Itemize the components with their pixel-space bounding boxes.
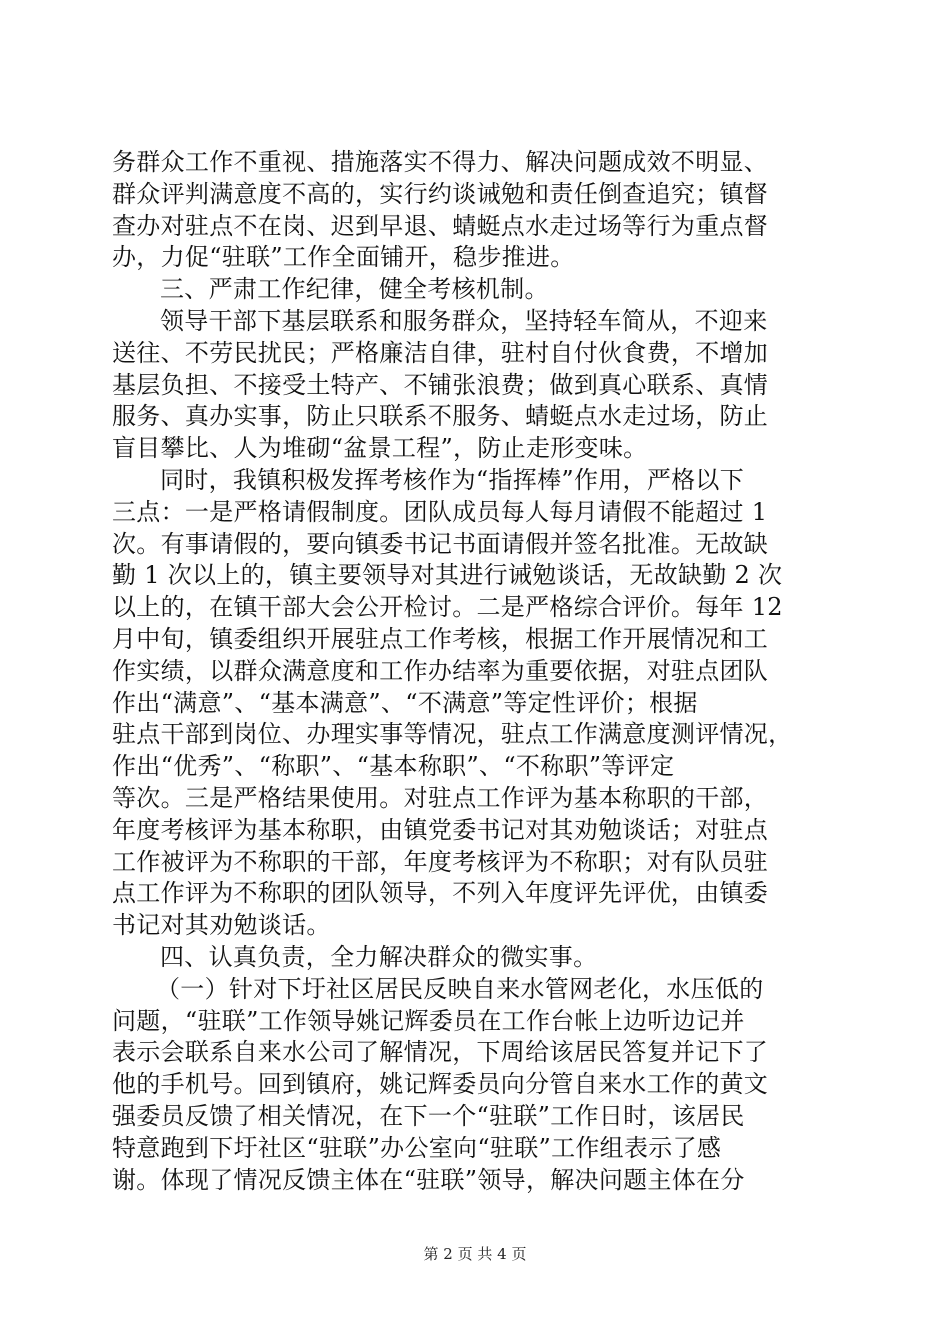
text-line: 作出“优秀”、“称职”、“基本称职”、“不称职”等评定 — [112, 752, 675, 781]
text-line: 问题，“驻联”工作领导姚记辉委员在工作台帐上边听边记并 — [112, 1006, 745, 1035]
text-line: 作实绩，以群众满意度和工作办结率为重要依据，对驻点团队 — [112, 656, 769, 685]
text-line: 送往、不劳民扰民；严格廉洁自律，驻村自付伙食费，不增加 — [112, 338, 769, 367]
section-heading: 三、严肃工作纪律，健全考核机制。 — [160, 275, 549, 304]
text-line: 谢。体现了情况反馈主体在“驻联”领导，解决问题主体在分 — [112, 1165, 745, 1194]
text-line: 月中旬，镇委组织开展驻点工作考核，根据工作开展情况和工 — [112, 624, 769, 653]
page-footer: 第 2 页 共 4 页 — [423, 1245, 527, 1263]
text-line: 特意跑到下圩社区“驻联”办公室向“驻联”工作组表示了感 — [112, 1133, 722, 1162]
text-line: 他的手机号。回到镇府，姚记辉委员向分管自来水工作的黄文 — [112, 1070, 769, 1099]
text-line: 盲目攀比、人为堆砌“盆景工程”，防止走形变味。 — [112, 434, 648, 463]
text-line: 勤 1 次以上的，镇主要领导对其进行诫勉谈话，无故缺勤 2 次 — [112, 561, 783, 590]
text-line: 领导干部下基层联系和服务群众，坚持轻车简从，不迎来 — [160, 306, 768, 335]
text-line: 次。有事请假的，要向镇委书记书面请假并签名批准。无故缺 — [112, 529, 769, 558]
text-line: 年度考核评为基本称职，由镇党委书记对其劝勉谈话；对驻点 — [112, 815, 769, 844]
text-line: 等次。三是严格结果使用。对驻点工作评为基本称职的干部， — [112, 783, 769, 812]
text-line: 服务、真办实事，防止只联系不服务、蜻蜓点水走过场，防止 — [112, 402, 769, 431]
text-line: 办，力促“驻联”工作全面铺开，稳步推进。 — [112, 243, 575, 272]
text-line: 驻点干部到岗位、办理实事等情况，驻点工作满意度测评情况， — [112, 720, 793, 749]
text-line: 点工作评为不称职的团队领导，不列入年度评先评优，由镇委 — [112, 879, 769, 908]
text-line: 书记对其劝勉谈话。 — [112, 911, 331, 940]
section-heading: 四、认真负责，全力解决群众的微实事。 — [160, 942, 598, 971]
text-line: 基层负担、不接受土特产、不铺张浪费；做到真心联系、真情 — [112, 370, 769, 399]
text-line: 工作被评为不称职的干部，年度考核评为不称职；对有队员驻 — [112, 847, 769, 876]
text-line: 以上的，在镇干部大会公开检讨。二是严格综合评价。每年 12 — [112, 593, 783, 622]
text-line: 表示会联系自来水公司了解情况，下周给该居民答复并记下了 — [112, 1038, 769, 1067]
text-line: 作出“满意”、“基本满意”、“不满意”等定性评价；根据 — [112, 688, 698, 717]
text-line: 强委员反馈了相关情况，在下一个“驻联”工作日时，该居民 — [112, 1101, 745, 1130]
text-line: 同时，我镇积极发挥考核作为“指挥棒”作用，严格以下 — [160, 465, 745, 494]
text-line: （一）针对下圩社区居民反映自来水管网老化，水压低的 — [156, 974, 764, 1003]
document-body — [112, 147, 837, 1196]
text-line: 务群众工作不重视、措施落实不得力、解决问题成效不明显、 — [112, 148, 769, 176]
text-line: 群众评判满意度不高的，实行约谈诫勉和责任倒查追究；镇督 — [112, 179, 769, 208]
text-line: 查办对驻点不在岗、迟到早退、蜻蜓点水走过场等行为重点督 — [112, 211, 769, 240]
text-line: 三点：一是严格请假制度。团队成员每人每月请假不能超过 1 — [112, 497, 768, 526]
